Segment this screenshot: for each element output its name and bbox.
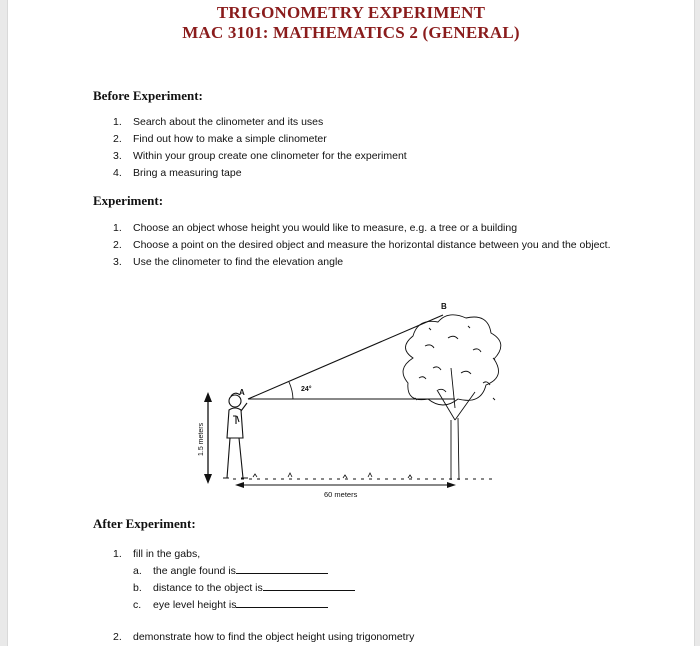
list-item: 4. Bring a measuring tape (113, 167, 242, 179)
person-figure (223, 393, 248, 478)
point-b-label: B (441, 302, 447, 311)
answer-blank[interactable] (263, 580, 355, 591)
after-heading: After Experiment: (93, 516, 196, 531)
after-list-2 (113, 629, 414, 646)
list-item: 2. demonstrate how to find the object height using trigonometry (113, 631, 415, 643)
list-item: 3. Within your group create one clinometer for the experiment (113, 150, 407, 162)
after-list (113, 546, 355, 614)
sub-item: c. eye level height is (133, 597, 355, 614)
course-title: MAC 3101: MATHEMATICS 2 (GENERAL) (182, 23, 520, 42)
height-label: 1.5 meters (198, 422, 205, 456)
distance-label: 60 meters (324, 490, 358, 499)
sub-item: a. the angle found is (133, 563, 355, 580)
angle-label: 24° (301, 386, 312, 393)
experiment-list (113, 220, 613, 271)
list-item: 1. fill in the gabs, a. the angle found is b. distance to the object is c. eye level height is (113, 546, 355, 614)
document-page (7, 0, 695, 646)
before-list (113, 114, 407, 182)
elevation-sight-line (248, 315, 443, 399)
height-arrow (204, 392, 212, 484)
clinometer-figure (193, 298, 513, 503)
before-heading: Before Experiment: (93, 88, 203, 103)
point-a-label: A (239, 388, 245, 397)
list-item: 2. Choose a point on the desired object and measure the horizontal distance between you and the object. (113, 239, 611, 251)
sub-item: b. distance to the object is (133, 580, 355, 597)
list-item: 2. Find out how to make a simple clinometer (113, 133, 327, 145)
list-item: 1. Search about the clinometer and its uses (113, 116, 324, 128)
list-item: 3. Use the clinometer to find the elevation angle (113, 256, 344, 268)
distance-arrow (235, 482, 456, 488)
answer-blank[interactable] (236, 597, 328, 608)
experiment-heading: Experiment: (93, 193, 164, 208)
page-title: TRIGONOMETRY EXPERIMENT (216, 3, 486, 22)
sub-list (133, 563, 355, 614)
list-item: 1. Choose an object whose height you would like to measure, e.g. a tree or a building (113, 222, 518, 234)
grass-tufts (253, 473, 412, 478)
answer-blank[interactable] (236, 563, 328, 574)
tree-figure (403, 315, 501, 480)
angle-arc (289, 382, 293, 399)
